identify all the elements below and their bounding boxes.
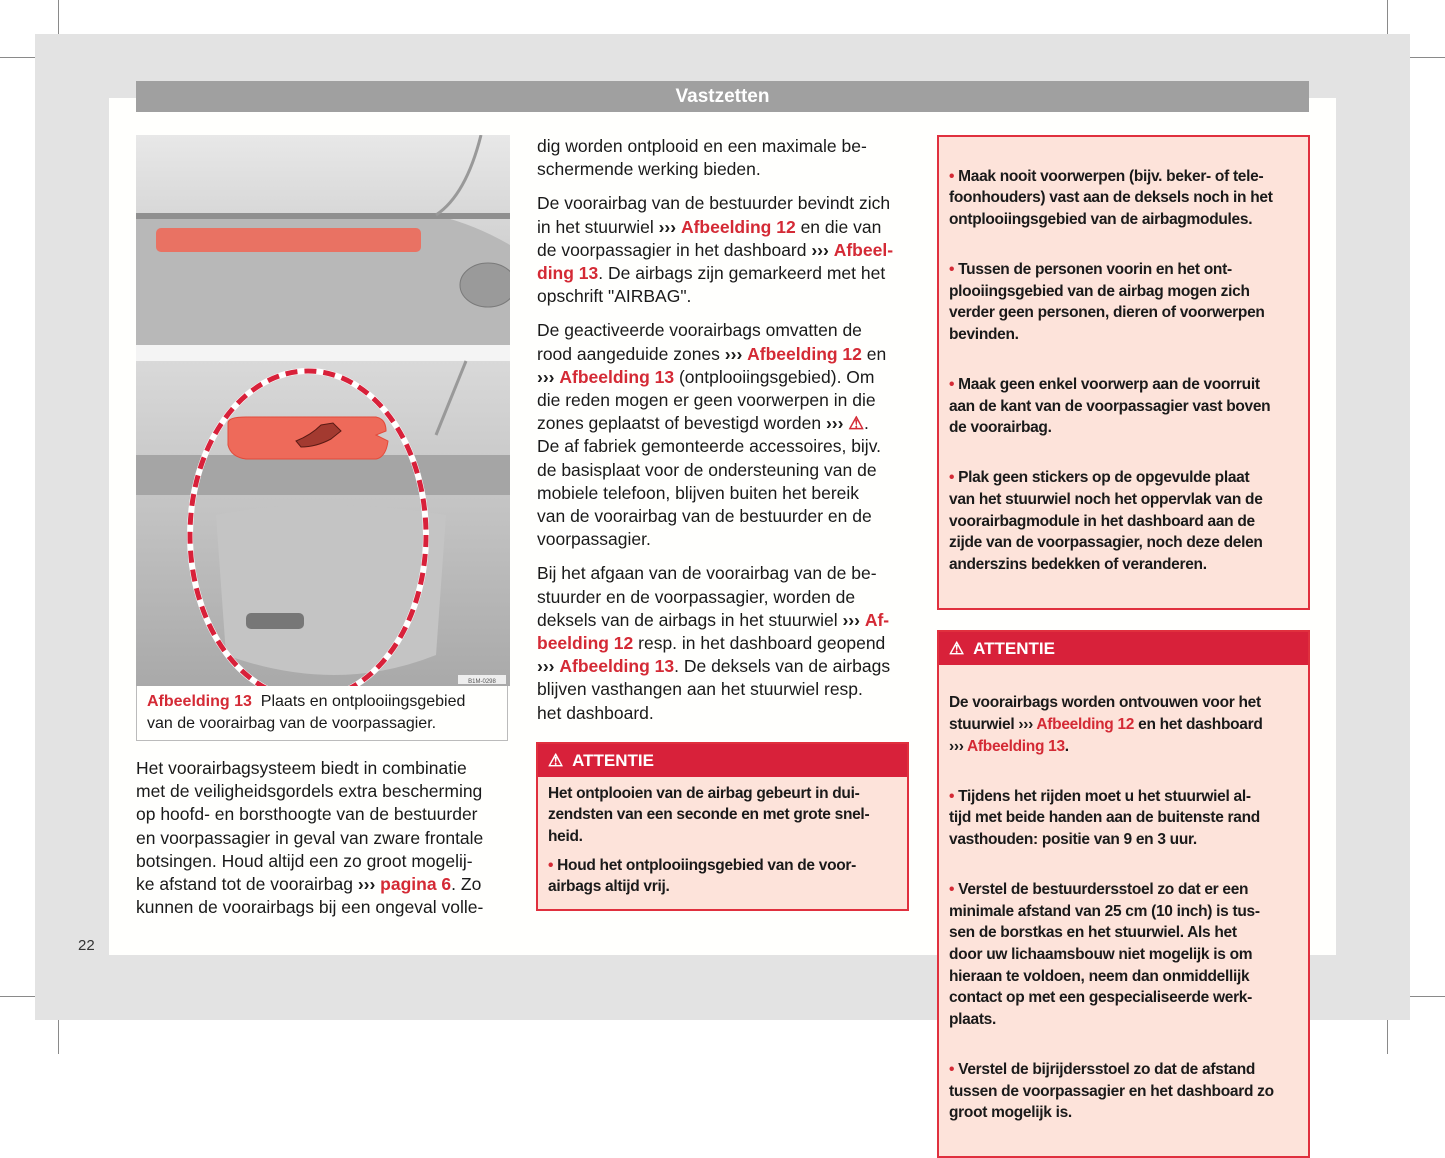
- cross-reference-link[interactable]: Afbeelding 12: [680, 216, 796, 237]
- text-run: .: [1064, 737, 1069, 755]
- text-run: De geactiveerde voorairbags omvatten de rood aangeduide zones: [537, 320, 862, 364]
- body-paragraph: [537, 319, 910, 551]
- text-run: . Zo kunnen de voorairbags bij een ongeval volle-: [136, 874, 484, 918]
- warning-bullet: [949, 1059, 1298, 1124]
- text-run: Tijdens het rijden moet u het stuurwiel al- tijd met beide handen aan de buitenste rand vasthouden: positie van 9 en 3 uur.: [949, 787, 1260, 849]
- section-header: Vastzetten: [136, 81, 1309, 112]
- bullet-icon: •: [949, 469, 959, 487]
- cross-reference-link[interactable]: Afbeelding 13: [967, 737, 1065, 755]
- column-2: [537, 135, 910, 911]
- warning-box-attentie: [937, 630, 1310, 1158]
- body-paragraph-intro: [136, 757, 516, 919]
- text-run: Het voorairbagsysteem biedt in combinatie met de veiligheidsgordels extra bescherming op hoofd- en borsthoogte van de bestuurder en voorpassagier in geval van zware frontale botsingen. Houd altijd een zo groot mogelij- ke afstand tot de voorairbag: [136, 758, 484, 895]
- warning-text: [949, 692, 1298, 757]
- text-run: en die van de voorpassagier in het dashboard: [537, 216, 882, 260]
- warning-triangle-icon: ⚠: [548, 750, 564, 770]
- reference-arrow-icon: ›››: [724, 343, 743, 364]
- warning-bullet: [949, 786, 1298, 851]
- warning-bullet: [548, 855, 897, 898]
- warning-header: [538, 744, 907, 777]
- figure-caption-text: Plaats en ontplooiingsgebied van de voorairbag van de voorpassagier.: [147, 693, 466, 732]
- page-number: 22: [78, 937, 95, 954]
- text-run: Bij het afgaan van de voorairbag van de be- stuurder en de voorpassagier, worden de deksels van de airbags in het stuurwiel: [537, 563, 877, 630]
- bullet-icon: •: [949, 375, 959, 393]
- bullet-icon: •: [949, 787, 959, 805]
- cross-reference-link[interactable]: Afbeelding 13: [559, 366, 675, 387]
- text-run: . De deksels van de airbags blijven vasthangen aan het stuurwiel resp. het dashboard.: [537, 656, 891, 723]
- text-run: . De airbags zijn gemarkeerd met het opschrift "AIRBAG".: [537, 263, 886, 307]
- cross-reference-link[interactable]: Af- beelding 12: [537, 609, 890, 654]
- text-run: Het ontplooien van de airbag gebeurt in dui- zendsten van een seconde en met grote snel- heid.: [548, 784, 870, 846]
- text-run: en: [866, 343, 887, 364]
- text-run: en het dashboard: [1138, 716, 1263, 734]
- warning-bullet: [949, 879, 1298, 1030]
- text-run: Maak nooit voorwerpen (bijv. beker- of tele- foonhouders) vast aan de deksels noch in het ontplooiingsgebied van de airbagmodules.: [949, 167, 1273, 228]
- column-3: [937, 135, 1310, 1158]
- text-run: Verstel de bijrijdersstoel zo dat de afstand tussen de voorpassagier en het dashboard zo groot mogelijk is.: [949, 1060, 1274, 1122]
- reference-arrow-icon: ›››: [658, 216, 677, 237]
- warning-title: ATTENTIE: [973, 638, 1055, 658]
- warning-box-continued: [937, 135, 1310, 610]
- warning-header: [939, 632, 1308, 665]
- text-run: Verstel de bestuurdersstoel zo dat er een minimale afstand van 25 cm (10 inch) is tus- sen de borstkas en het stuurwiel. Als het door uw lichaamsbouw niet mogelijk is om hieraan te voldoen, neem dan onmiddellijk contact op met een gespecialiseerde werk- plaats.: [949, 881, 1260, 1028]
- reference-arrow-icon: ›››: [1018, 716, 1033, 734]
- text-run: De voorairbags worden ontvouwen voor het stuurwiel: [949, 694, 1261, 734]
- bullet-icon: •: [949, 1060, 959, 1078]
- reference-arrow-icon: ›››: [842, 609, 860, 630]
- reference-arrow-icon: ›››: [537, 366, 555, 387]
- reference-arrow-icon: ›››: [357, 874, 376, 895]
- cross-reference-link[interactable]: Afbeelding 12: [1036, 716, 1135, 734]
- text-run: Tussen de personen voorin en het ont- plooiingsgebied van de airbag mogen zich verder geen personen, dieren of voorwerpen bevinden.: [949, 260, 1265, 343]
- cross-reference-link[interactable]: ⚠: [848, 413, 865, 434]
- warning-box-attentie: [536, 742, 909, 911]
- cross-reference-link[interactable]: pagina 6: [380, 874, 452, 895]
- warning-title: ATTENTIE: [572, 750, 654, 770]
- reference-arrow-icon: ›››: [537, 656, 555, 677]
- reference-arrow-icon: ›››: [811, 239, 829, 260]
- warning-bullet: [949, 467, 1298, 575]
- warning-triangle-icon: ⚠: [949, 638, 965, 658]
- reference-arrow-icon: ›››: [825, 413, 844, 434]
- text-run: De voorairbag van de bestuurder bevindt zich in het stuurwiel: [537, 193, 891, 237]
- figure-label: Afbeelding 13: [147, 693, 252, 710]
- figure-code: B1M-0298: [468, 679, 496, 685]
- figure-caption: [136, 686, 508, 741]
- body-paragraph: [537, 562, 910, 724]
- figure-airbag-illustration: [136, 135, 510, 686]
- text-run: resp. in het dashboard geopend: [638, 633, 886, 654]
- cross-reference-link[interactable]: Afbeel- ding 13: [537, 239, 894, 284]
- text-run: . De af fabriek gemonteerde accessoires, bijv. de basisplaat voor de ondersteuning van de mobiele telefoon, blijven buiten het bereik van de voorairbag van de bestuurder en de voorpassagier.: [537, 413, 882, 550]
- bullet-icon: •: [949, 167, 959, 185]
- body-paragraph: [537, 192, 910, 308]
- bullet-icon: •: [949, 260, 959, 278]
- text-run: Plak geen stickers op de opgevulde plaat van het stuurwiel noch het oppervlak van de voorairbagmodule in het dashboard aan de zijde van de voorpassagier, noch deze delen anderszins bedekken of veranderen.: [949, 469, 1263, 573]
- warning-bullet: [949, 374, 1298, 439]
- warning-text: [548, 783, 897, 848]
- text-run: Houd het ontplooiingsgebied van de voor- airbags altijd vrij.: [548, 856, 856, 896]
- cross-reference-link[interactable]: Afbeelding 12: [747, 343, 862, 364]
- text-run: (ontplooiingsgebied). Om die reden mogen er geen voorwerpen in die zones geplaatst of bevestigd worden: [537, 366, 876, 434]
- warning-bullet: [949, 166, 1298, 231]
- cross-reference-link[interactable]: Afbeelding 13: [559, 656, 675, 677]
- column-1-text: [136, 757, 516, 930]
- text-run: Maak geen enkel voorwerp aan de voorruit aan de kant van de voorpassagier vast boven de voorairbag.: [949, 375, 1271, 437]
- text-run: dig worden ontplooid en een maximale be- schermende werking bieden.: [537, 136, 867, 180]
- bullet-icon: •: [949, 881, 959, 899]
- warning-bullet: [949, 259, 1298, 345]
- bullet-icon: •: [548, 856, 558, 874]
- reference-arrow-icon: ›››: [949, 737, 964, 755]
- body-paragraph: [537, 135, 910, 181]
